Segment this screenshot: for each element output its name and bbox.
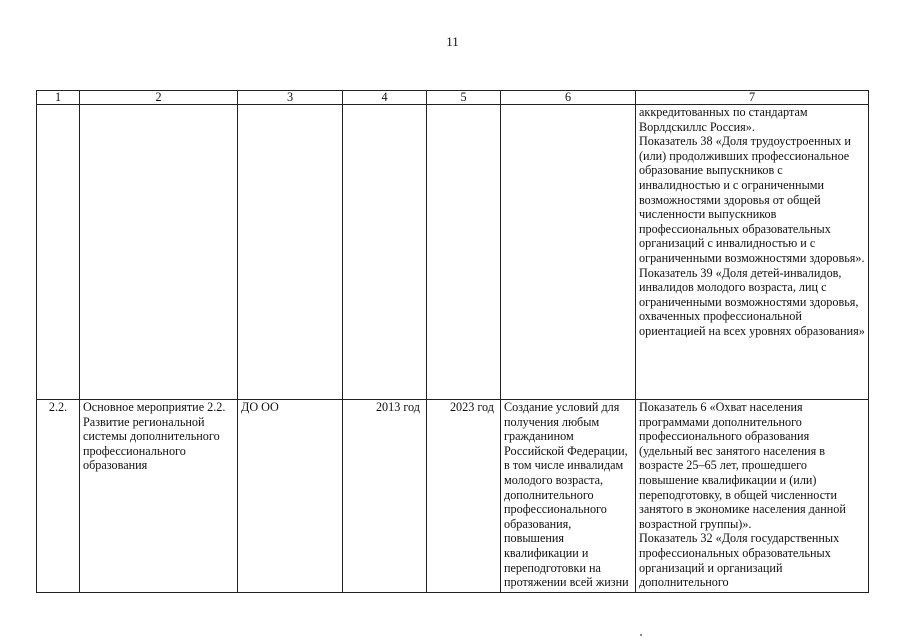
cell-expected-result: Создание условий для получения любым гражданином Российской Федерации, в том числе инвалидам молодого возраста, дополнительного профессионального образования, повышения квалификации и переподготовки на протяжении всей жизни bbox=[501, 400, 636, 593]
cell-executor bbox=[238, 105, 343, 400]
cell-start-year bbox=[343, 105, 427, 400]
page-number: 11 bbox=[446, 34, 459, 49]
header-col-2: 2 bbox=[80, 91, 238, 105]
indicator-6: Показатель 6 «Охват населения программами дополнительного профессионального образования (удельный вес занятого населения в возрасте 25–65 лет, прошедшего повышение квалификации и (или) переподготовку, в общей численности занятого в экономике населения данной возрастной группы)». bbox=[639, 400, 846, 531]
header-col-6: 6 bbox=[501, 91, 636, 105]
cell-activity: Основное мероприятие 2.2. Развитие региональной системы дополнительного профессионального образования bbox=[80, 400, 238, 593]
header-col-3: 3 bbox=[238, 91, 343, 105]
cell-activity bbox=[80, 105, 238, 400]
cell-expected-result bbox=[501, 105, 636, 400]
header-col-7: 7 bbox=[636, 91, 869, 105]
indicator-text: аккредитованных по стандартам Ворлдскиллс Россия». bbox=[639, 105, 808, 134]
header-col-5: 5 bbox=[427, 91, 501, 105]
cell-end-year bbox=[427, 105, 501, 400]
cell-number bbox=[37, 105, 80, 400]
cell-number: 2.2. bbox=[37, 400, 80, 593]
cell-end-year: 2023 год bbox=[427, 400, 501, 593]
header-col-4: 4 bbox=[343, 91, 427, 105]
table-row-2-2 bbox=[37, 400, 869, 593]
cell-executor: ДО ОО bbox=[238, 400, 343, 593]
indicator-38: Показатель 38 «Доля трудоустроенных и (или) продолживших профессиональное образование выпускников с инвалидностью и с ограниченными возможностями здоровья от общей численности выпускников профессиональных образовательных организаций с инвалидностью и с ограниченными возможностями здоровья». bbox=[639, 134, 865, 265]
program-table bbox=[36, 90, 869, 593]
header-row bbox=[37, 91, 869, 105]
cell-start-year: 2013 год bbox=[343, 400, 427, 593]
table-row-continued bbox=[37, 105, 869, 400]
cell-indicators bbox=[636, 105, 869, 400]
scan-speck bbox=[640, 634, 642, 636]
indicator-32: Показатель 32 «Доля государственных профессиональных образовательных организаций и организаций дополнительного bbox=[639, 531, 840, 590]
indicator-39: Показатель 39 «Доля детей-инвалидов, инвалидов молодого возраста, лиц с ограниченными возможностями здоровья, охваченных профессиональной ориентацией на всех уровнях образования» bbox=[639, 265, 865, 338]
header-col-1: 1 bbox=[37, 91, 80, 105]
cell-indicators bbox=[636, 400, 869, 593]
